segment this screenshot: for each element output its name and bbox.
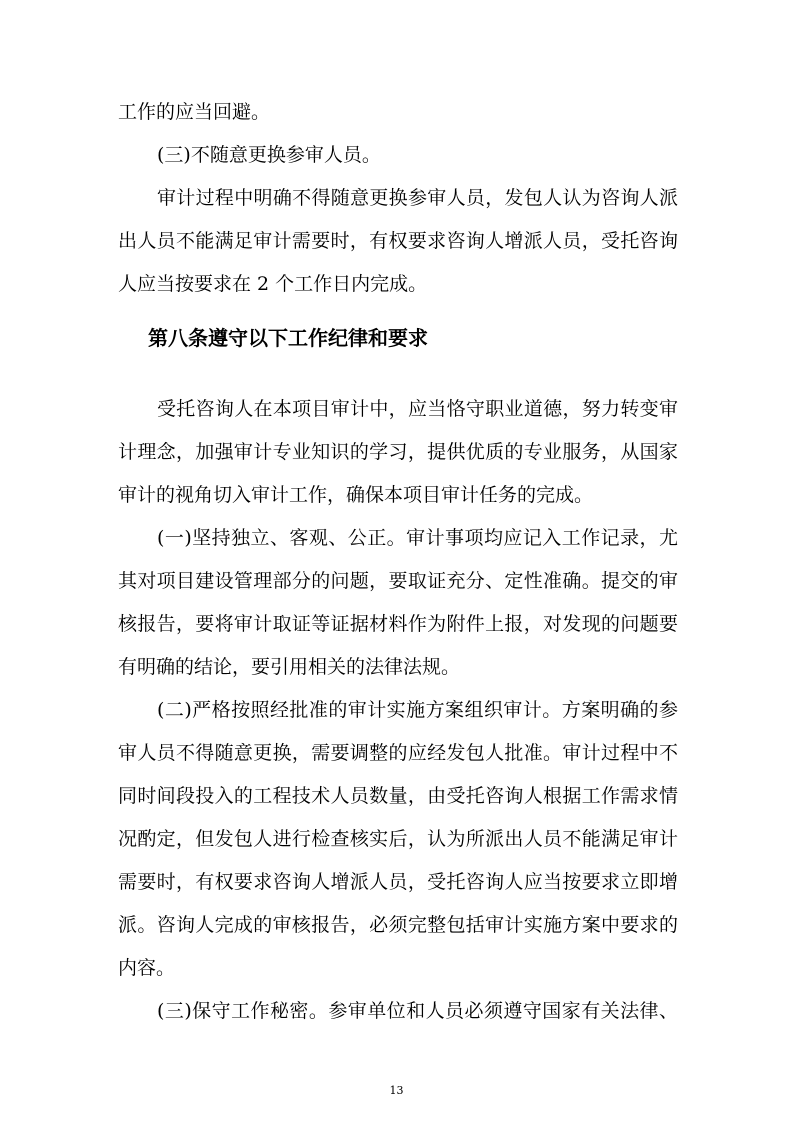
paragraph-line: (二)严格按照经批准的审计实施方案组织审计。方案明确的参 xyxy=(157,699,678,721)
section-heading: 第八条遵守以下工作纪律和要求 xyxy=(148,326,428,350)
paragraph-line: 同时间段投入的工程技术人员数量，由受托咨询人根据工作需求情 xyxy=(118,785,678,807)
paragraph-line: 内容。 xyxy=(118,957,176,979)
paragraph-line: 审计的视角切入审计工作，确保本项目审计任务的完成。 xyxy=(118,484,594,506)
paragraph-line: (三)不随意更换参审人员。 xyxy=(157,144,381,166)
paragraph-line: 需要时，有权要求咨询人增派人员，受托咨询人应当按要求立即增 xyxy=(118,871,678,893)
paragraph-line: 工作的应当回避。 xyxy=(118,101,271,123)
paragraph-line: 人应当按要求在 2 个工作日内完成。 xyxy=(118,273,428,295)
page-number: 13 xyxy=(389,1084,404,1097)
paragraph-line: 核报告，要将审计取证等证据材料作为附件上报，对发现的问题要 xyxy=(118,613,678,635)
paragraph-line: 审计过程中明确不得随意更换参审人员，发包人认为咨询人派 xyxy=(157,187,678,209)
paragraph-line: (三)保守工作秘密。参审单位和人员必须遵守国家有关法律、 xyxy=(157,1000,678,1022)
paragraph-line: 其对项目建设管理部分的问题，要取证充分、定性准确。提交的审 xyxy=(118,570,678,592)
paragraph-line: 受托咨询人在本项目审计中，应当恪守职业道德，努力转变审 xyxy=(157,398,678,420)
paragraph-line: 派。咨询人完成的审核报告，必须完整包括审计实施方案中要求的 xyxy=(118,914,678,936)
paragraph-line: 有明确的结论，要引用相关的法律法规。 xyxy=(118,656,461,678)
paragraph-line: 审人员不得随意更换，需要调整的应经发包人批准。审计过程中不 xyxy=(118,742,678,764)
paragraph-line: 出人员不能满足审计需要时，有权要求咨询人增派人员，受托咨询 xyxy=(118,230,678,252)
paragraph-line: (一)坚持独立、客观、公正。审计事项均应记入工作记录，尤 xyxy=(157,527,678,549)
paragraph-line: 况酌定，但发包人进行检查核实后，认为所派出人员不能满足审计 xyxy=(118,828,678,850)
paragraph-line: 计理念，加强审计专业知识的学习，提供优质的专业服务，从国家 xyxy=(118,441,678,463)
